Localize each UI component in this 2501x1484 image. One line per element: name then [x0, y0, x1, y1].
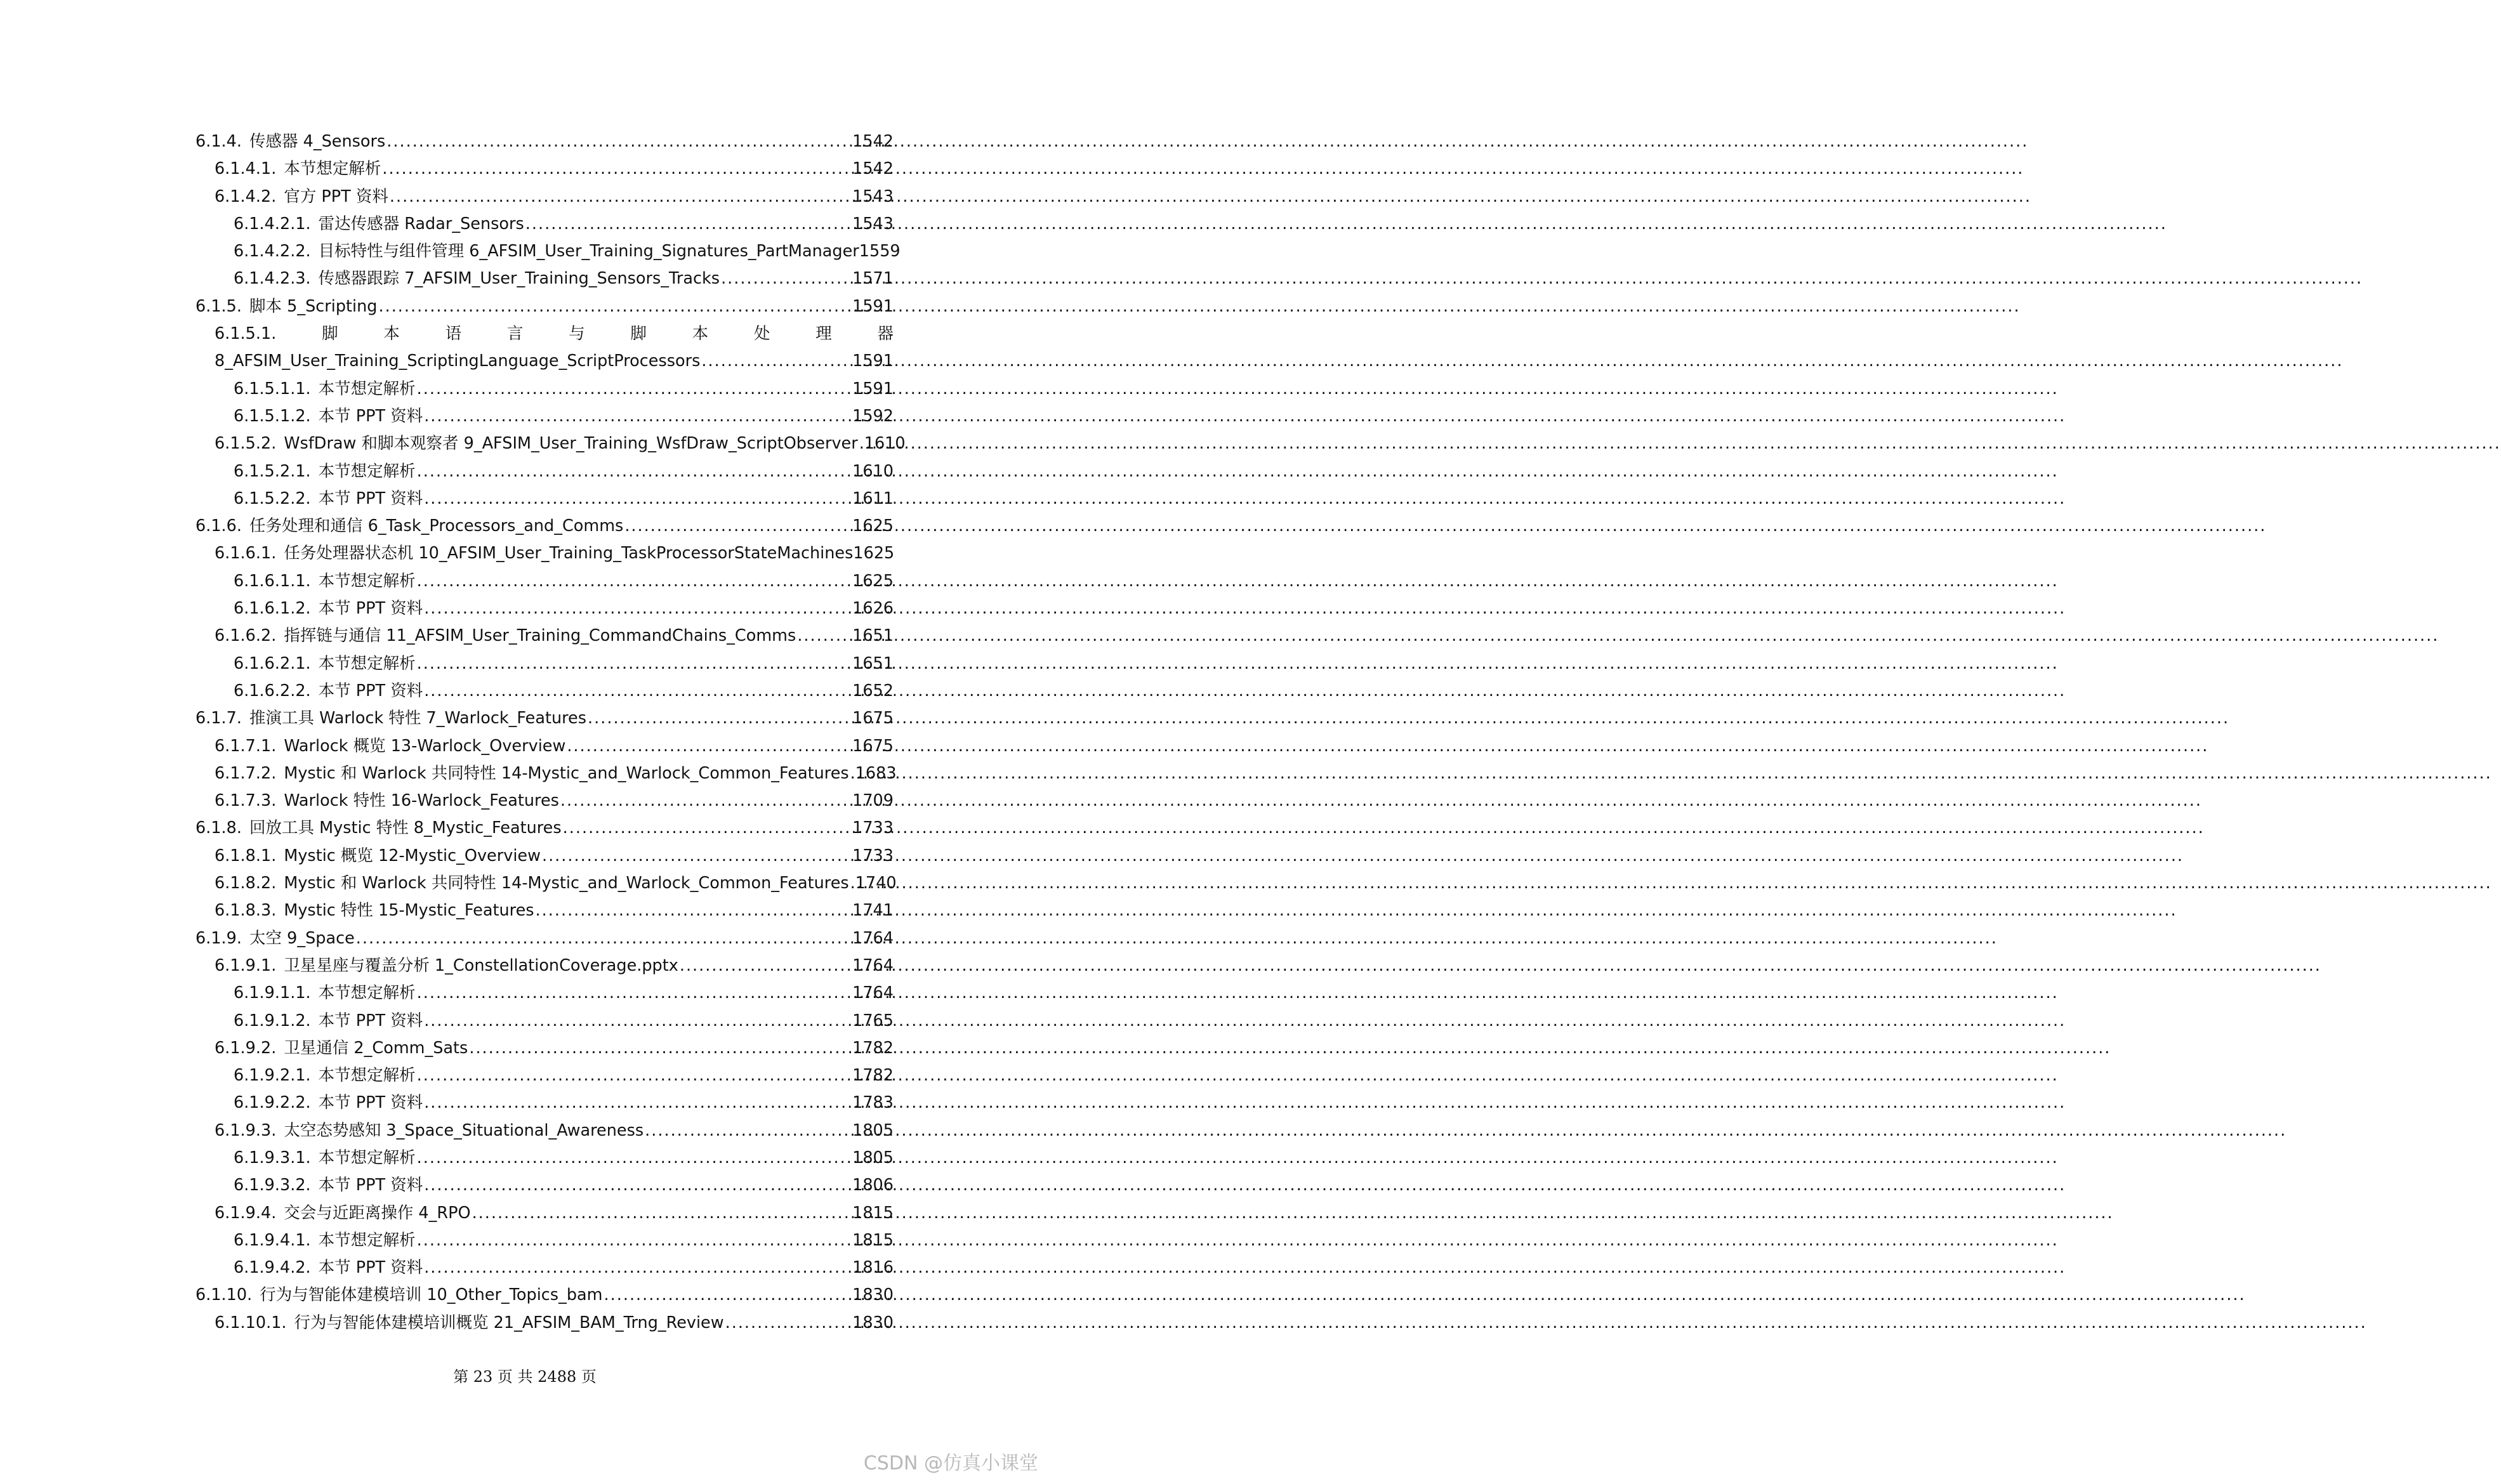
toc-entry-title: 雷达传感器 Radar_Sensors: [318, 214, 524, 233]
toc-entry-number: 6.1.4.2.: [214, 187, 277, 206]
toc-entry[interactable]: [195, 376, 894, 403]
toc-entry[interactable]: [195, 733, 894, 760]
dot-leader: [417, 568, 851, 595]
toc-entry-number: 6.1.9.3.: [214, 1120, 277, 1140]
toc-entry-page: 1625: [852, 516, 894, 536]
toc-entry-number: 6.1.6.2.1.: [234, 653, 311, 673]
toc-entry[interactable]: [195, 265, 894, 292]
toc-entry[interactable]: [195, 183, 894, 211]
toc-entry-title: 本节 PPT 资料: [318, 489, 423, 508]
toc-entry-number: 6.1.5.2.2.: [234, 489, 311, 508]
toc-entry-title: 本节想定解析: [318, 1066, 416, 1086]
toc-entry[interactable]: [195, 238, 901, 265]
toc-entry-title: Mystic 概览 12-Mystic_Overview: [284, 846, 541, 865]
toc-entry[interactable]: [195, 1062, 894, 1089]
toc-entry-number: 6.1.9.4.2.: [234, 1258, 311, 1278]
dot-leader: [567, 733, 851, 760]
toc-entry-page: 1543: [852, 187, 894, 206]
toc-entry-number: 6.1.9.3.2.: [234, 1176, 311, 1195]
toc-entry-number: 6.1.9.2.2.: [234, 1093, 311, 1113]
toc-entry[interactable]: [195, 595, 894, 622]
toc-entry[interactable]: [195, 293, 894, 320]
toc-entry-page: 1782: [852, 1038, 894, 1058]
toc-entry-page: 1783: [852, 1093, 894, 1113]
toc-entry-number: 6.1.5.1.1.: [234, 379, 311, 398]
toc-entry-title-char: 本: [383, 324, 400, 344]
toc-entry-page: 1805: [852, 1148, 894, 1167]
toc-entry-title: 指挥链与通信 11_AFSIM_User_Training_CommandChains_Comms: [284, 626, 796, 646]
dot-leader: [417, 650, 851, 678]
dot-leader: [424, 1254, 851, 1282]
dot-leader: [525, 211, 851, 238]
toc-entry-number: 6.1.5.: [195, 296, 242, 316]
toc-entry-title: 本节想定解析: [318, 571, 416, 591]
toc-entry-title: 任务处理器状态机 10_AFSIM_User_Training_TaskProcessorStateMachines: [284, 544, 854, 563]
toc-entry-title: Mystic 和 Warlock 共同特性 14-Mystic_and_Warlock_Common_Features: [284, 874, 849, 893]
toc-entry-number: 6.1.7.1.: [214, 736, 277, 756]
toc-entry[interactable]: [195, 430, 906, 457]
toc-entry-page: 1805: [852, 1120, 894, 1140]
toc-entry[interactable]: [195, 650, 894, 678]
watermark: CSDN @仿真小课堂: [863, 1452, 1038, 1474]
page-footer: 第 23 页 共 2488 页: [453, 1368, 597, 1386]
toc-entry-title: 回放工具 Mystic 特性 8_Mystic_Features: [249, 818, 562, 838]
toc-entry-title-char: 器: [877, 324, 894, 344]
toc-entry[interactable]: [195, 1008, 894, 1035]
toc-entry-title-char: 语: [445, 324, 462, 344]
toc-entry-number: 6.1.6.2.: [214, 626, 277, 646]
toc-entry-number: 6.1.7.: [195, 709, 242, 728]
toc-entry-number: 6.1.9.4.: [214, 1203, 277, 1223]
toc-entry-page: 1782: [852, 1066, 894, 1086]
toc-entry-title: 本节想定解析: [318, 653, 416, 673]
dot-leader: [588, 705, 851, 732]
toc-entry[interactable]: [195, 1310, 894, 1337]
toc-entry-title: 交会与近距离操作 4_RPO: [284, 1203, 471, 1223]
toc-entry-title: 传感器 4_Sensors: [249, 132, 386, 151]
toc-entry[interactable]: [195, 843, 894, 870]
dot-leader: [721, 265, 851, 292]
toc-entry-title: Mystic 和 Warlock 共同特性 14-Mystic_and_Warlock_Common_Features: [284, 763, 849, 783]
toc-entry-page: 1815: [852, 1230, 894, 1250]
dot-leader: [604, 1282, 852, 1309]
toc-entry-title: 太空态势感知 3_Space_Situational_Awareness: [284, 1120, 644, 1140]
toc-entry-title: 本节想定解析: [318, 461, 416, 481]
toc-entry-page: 1591: [852, 351, 894, 371]
toc-entry-wrapped-line2[interactable]: [195, 348, 894, 375]
dot-leader: [850, 760, 854, 787]
dot-leader: [424, 1172, 851, 1199]
toc-entry-title: WsfDraw 和脚本观察者 9_AFSIM_User_Training_WsfDraw_ScriptObserver: [284, 434, 858, 454]
toc-entry[interactable]: [195, 540, 894, 567]
toc-entry-title: 卫星通信 2_Comm_Sats: [284, 1038, 468, 1058]
toc-entry-page: 1625: [853, 544, 895, 563]
toc-entry[interactable]: [195, 513, 894, 540]
dot-leader: [424, 1008, 851, 1035]
toc-entry-number: 6.1.9.1.1.: [234, 983, 311, 1003]
toc-entry-number: 6.1.9.4.1.: [234, 1230, 311, 1250]
toc-entry-title-char: 本: [692, 324, 709, 344]
toc-entry[interactable]: [195, 1227, 894, 1254]
toc-entry-number: 6.1.8.2.: [214, 874, 277, 893]
toc-entry-title: 目标特性与组件管理 6_AFSIM_User_Training_Signatures_PartManager: [318, 242, 859, 261]
toc-entry-page: 1683: [855, 763, 897, 783]
toc-entry-number: 6.1.9.3.1.: [234, 1148, 311, 1167]
toc-entry-title: 本节 PPT 资料: [318, 599, 423, 619]
dot-leader: [417, 376, 851, 403]
toc-entry-page: 1591: [852, 379, 894, 398]
toc-entry-number: 6.1.9.1.2.: [234, 1011, 311, 1030]
toc-entry-title: 本节 PPT 资料: [318, 681, 423, 700]
toc-entry-number: 6.1.8.: [195, 818, 242, 838]
toc-entry-page: 1610: [864, 434, 906, 454]
dot-leader: [542, 843, 851, 870]
toc-entry[interactable]: [195, 870, 897, 897]
toc-entry-page: 1765: [852, 1011, 894, 1030]
toc-entry-title: 本节想定解析: [318, 1230, 416, 1250]
toc-entry[interactable]: [195, 815, 894, 842]
toc-entry-title: 官方 PPT 资料: [284, 187, 388, 206]
toc-entry-page: 1675: [852, 736, 894, 756]
toc-entry[interactable]: [195, 1200, 894, 1227]
toc-entry-page: 1815: [852, 1203, 894, 1223]
toc-entry[interactable]: [195, 1089, 894, 1117]
toc-entry[interactable]: [195, 678, 894, 705]
toc-entry-page: 1626: [852, 599, 894, 619]
dot-leader: [424, 678, 851, 705]
table-of-contents: [195, 128, 906, 1337]
toc-entry[interactable]: [195, 952, 894, 980]
toc-entry-page: 1542: [852, 159, 894, 179]
toc-entry-page: 1740: [855, 874, 897, 893]
toc-entry[interactable]: [195, 403, 894, 430]
toc-entry-page: 1764: [852, 983, 894, 1003]
toc-entry-number: 6.1.9.2.1.: [234, 1066, 311, 1086]
dot-leader: [378, 293, 851, 320]
toc-entry-number: 6.1.6.2.2.: [234, 681, 311, 700]
dot-leader: [797, 622, 851, 650]
toc-entry[interactable]: [195, 1282, 894, 1309]
toc-entry-page: 1709: [852, 791, 894, 811]
toc-entry-number: 6.1.6.1.1.: [234, 571, 311, 591]
dot-leader: [417, 458, 851, 485]
toc-entry-title-char: 脚: [630, 324, 647, 344]
dot-leader: [417, 980, 851, 1007]
toc-entry-page: 1651: [852, 626, 894, 646]
toc-entry-title: 行为与智能体建模培训概览 21_AFSIM_BAM_Trng_Review: [294, 1313, 724, 1332]
dot-leader: [417, 1145, 851, 1172]
dot-leader: [424, 403, 851, 430]
dot-leader: [424, 595, 851, 622]
toc-entry-title: 任务处理和通信 6_Task_Processors_and_Comms: [249, 516, 624, 536]
toc-entry-number: 6.1.7.3.: [214, 791, 277, 811]
toc-entry-page: 1733: [852, 846, 894, 865]
toc-entry-title: 推演工具 Warlock 特性 7_Warlock_Features: [249, 709, 587, 728]
toc-entry[interactable]: [195, 705, 894, 732]
dot-leader: [624, 513, 851, 540]
toc-entry-title-char: 与: [569, 324, 585, 344]
toc-entry[interactable]: [195, 128, 894, 155]
dot-leader: [390, 183, 851, 211]
toc-entry-title: 本节想定解析: [284, 159, 381, 179]
toc-entry[interactable]: [195, 211, 894, 238]
toc-entry[interactable]: [195, 1145, 894, 1172]
toc-entry-page: 1806: [852, 1176, 894, 1195]
toc-entry-number: 6.1.5.2.1.: [234, 461, 311, 481]
toc-entry-title: 行为与智能体建模培训 10_Other_Topics_bam: [260, 1285, 603, 1305]
toc-entry-page: 1625: [852, 571, 894, 591]
dot-leader: [417, 1227, 851, 1254]
toc-entry-title: 8_AFSIM_User_Training_ScriptingLanguage_ScriptProcessors: [214, 351, 701, 371]
toc-entry-title: 脚本 5_Scripting: [249, 296, 378, 316]
toc-entry-title: 本节 PPT 资料: [318, 406, 423, 426]
toc-entry-page: 1559: [859, 242, 901, 261]
toc-entry-number: 6.1.9.1.: [214, 955, 277, 975]
toc-entry-number: 6.1.4.1.: [214, 159, 277, 179]
toc-entry-number: 6.1.4.2.3.: [234, 269, 311, 289]
toc-entry[interactable]: [195, 1117, 894, 1145]
toc-entry-number: 6.1.4.: [195, 132, 242, 151]
toc-entry-title-char: 脚: [322, 324, 338, 344]
toc-entry[interactable]: [195, 568, 894, 595]
toc-entry-number: 6.1.9.2.: [214, 1038, 277, 1058]
dot-leader: [560, 787, 851, 815]
toc-entry-number: 6.1.5.1.2.: [234, 406, 311, 426]
toc-entry-title: 传感器跟踪 7_AFSIM_User_Training_Sensors_Tracks: [318, 269, 720, 289]
toc-entry[interactable]: [195, 622, 894, 650]
dot-leader: [472, 1200, 852, 1227]
toc-entry-number: 6.1.10.1.: [214, 1313, 287, 1332]
dot-leader: [417, 1062, 851, 1089]
toc-entry-number: 6.1.7.2.: [214, 763, 277, 783]
toc-entry[interactable]: [195, 787, 894, 815]
toc-entry-wrapped-line1[interactable]: [195, 320, 894, 348]
dot-leader: [850, 870, 854, 897]
toc-entry-page: 1651: [852, 653, 894, 673]
toc-entry[interactable]: [195, 897, 894, 924]
toc-entry-title: 卫星星座与覆盖分析 1_ConstellationCoverage.pptx: [284, 955, 678, 975]
dot-leader: [469, 1035, 851, 1062]
toc-entry-number: 6.1.6.: [195, 516, 242, 536]
toc-entry-page: 1741: [852, 901, 894, 921]
dot-leader: [680, 952, 851, 980]
toc-entry-title-char: 言: [506, 324, 524, 344]
toc-entry-number: 6.1.4.2.1.: [234, 214, 311, 233]
toc-entry-page: 1675: [852, 709, 894, 728]
toc-entry-page: 1543: [852, 214, 894, 233]
toc-entry[interactable]: [195, 980, 894, 1007]
toc-entry-number: 6.1.8.3.: [214, 901, 277, 921]
toc-entry[interactable]: [195, 1172, 894, 1199]
toc-entry-number: 6.1.8.1.: [214, 846, 277, 865]
toc-entry-number: 6.1.5.1.: [214, 324, 277, 344]
toc-entry-title-char: 处: [753, 324, 770, 344]
toc-entry-number: 6.1.6.1.: [214, 544, 277, 563]
toc-entry-title: Warlock 特性 16-Warlock_Features: [284, 791, 559, 811]
toc-entry[interactable]: [195, 1254, 894, 1282]
toc-entry[interactable]: [195, 458, 894, 485]
toc-entry-page: 1764: [852, 928, 894, 948]
toc-entry-title: Mystic 特性 15-Mystic_Features: [284, 901, 534, 921]
toc-entry[interactable]: [195, 155, 894, 183]
toc-entry-page: 1542: [852, 132, 894, 151]
toc-entry-number: 6.1.9.: [195, 928, 242, 948]
dot-leader: [645, 1117, 851, 1145]
toc-entry[interactable]: [195, 925, 894, 952]
toc-entry-title: 本节 PPT 资料: [318, 1176, 423, 1195]
toc-entry-title: 本节想定解析: [318, 1148, 416, 1167]
toc-entry-page: 1571: [852, 269, 894, 289]
toc-entry-title: 本节 PPT 资料: [318, 1011, 423, 1030]
dot-leader: [424, 485, 851, 513]
toc-entry-number: 6.1.10.: [195, 1285, 253, 1305]
toc-entry[interactable]: [195, 760, 897, 787]
toc-entry-number: 6.1.4.2.2.: [234, 242, 311, 261]
toc-entry-page: 1592: [852, 406, 894, 426]
toc-entry-number: 6.1.5.2.: [214, 434, 277, 454]
toc-entry-title: 本节想定解析: [318, 983, 416, 1003]
toc-entry[interactable]: [195, 485, 894, 513]
dot-leader: [536, 897, 852, 924]
toc-entry-page: 1830: [852, 1285, 894, 1305]
dot-leader: [424, 1089, 851, 1117]
toc-entry-number: 6.1.6.1.2.: [234, 599, 311, 619]
toc-entry-page: 1591: [852, 296, 894, 316]
dot-leader: [859, 430, 863, 457]
toc-entry-title: Warlock 概览 13-Warlock_Overview: [284, 736, 566, 756]
dot-leader: [725, 1310, 851, 1337]
toc-entry-page: 1611: [852, 489, 894, 508]
toc-entry-title: 本节 PPT 资料: [318, 1258, 423, 1278]
toc-entry-title: 太空 9_Space: [249, 928, 355, 948]
toc-entry-page: 1764: [852, 955, 894, 975]
toc-entry-page: 1816: [852, 1258, 894, 1278]
toc-entry-page: 1733: [852, 818, 894, 838]
dot-leader: [382, 155, 851, 183]
toc-entry-title-char: 理: [815, 324, 832, 344]
toc-entry[interactable]: [195, 1035, 894, 1062]
dot-leader: [356, 925, 851, 952]
toc-entry-page: 1652: [852, 681, 894, 700]
toc-entry-title: 本节 PPT 资料: [318, 1093, 423, 1113]
dot-leader: [386, 128, 851, 155]
toc-entry-title: 本节想定解析: [318, 379, 416, 398]
dot-leader: [701, 348, 851, 375]
document-page: [0, 0, 1050, 1484]
toc-entry-page: 1830: [852, 1313, 894, 1332]
dot-leader: [563, 815, 851, 842]
toc-entry-page: 1610: [852, 461, 894, 481]
